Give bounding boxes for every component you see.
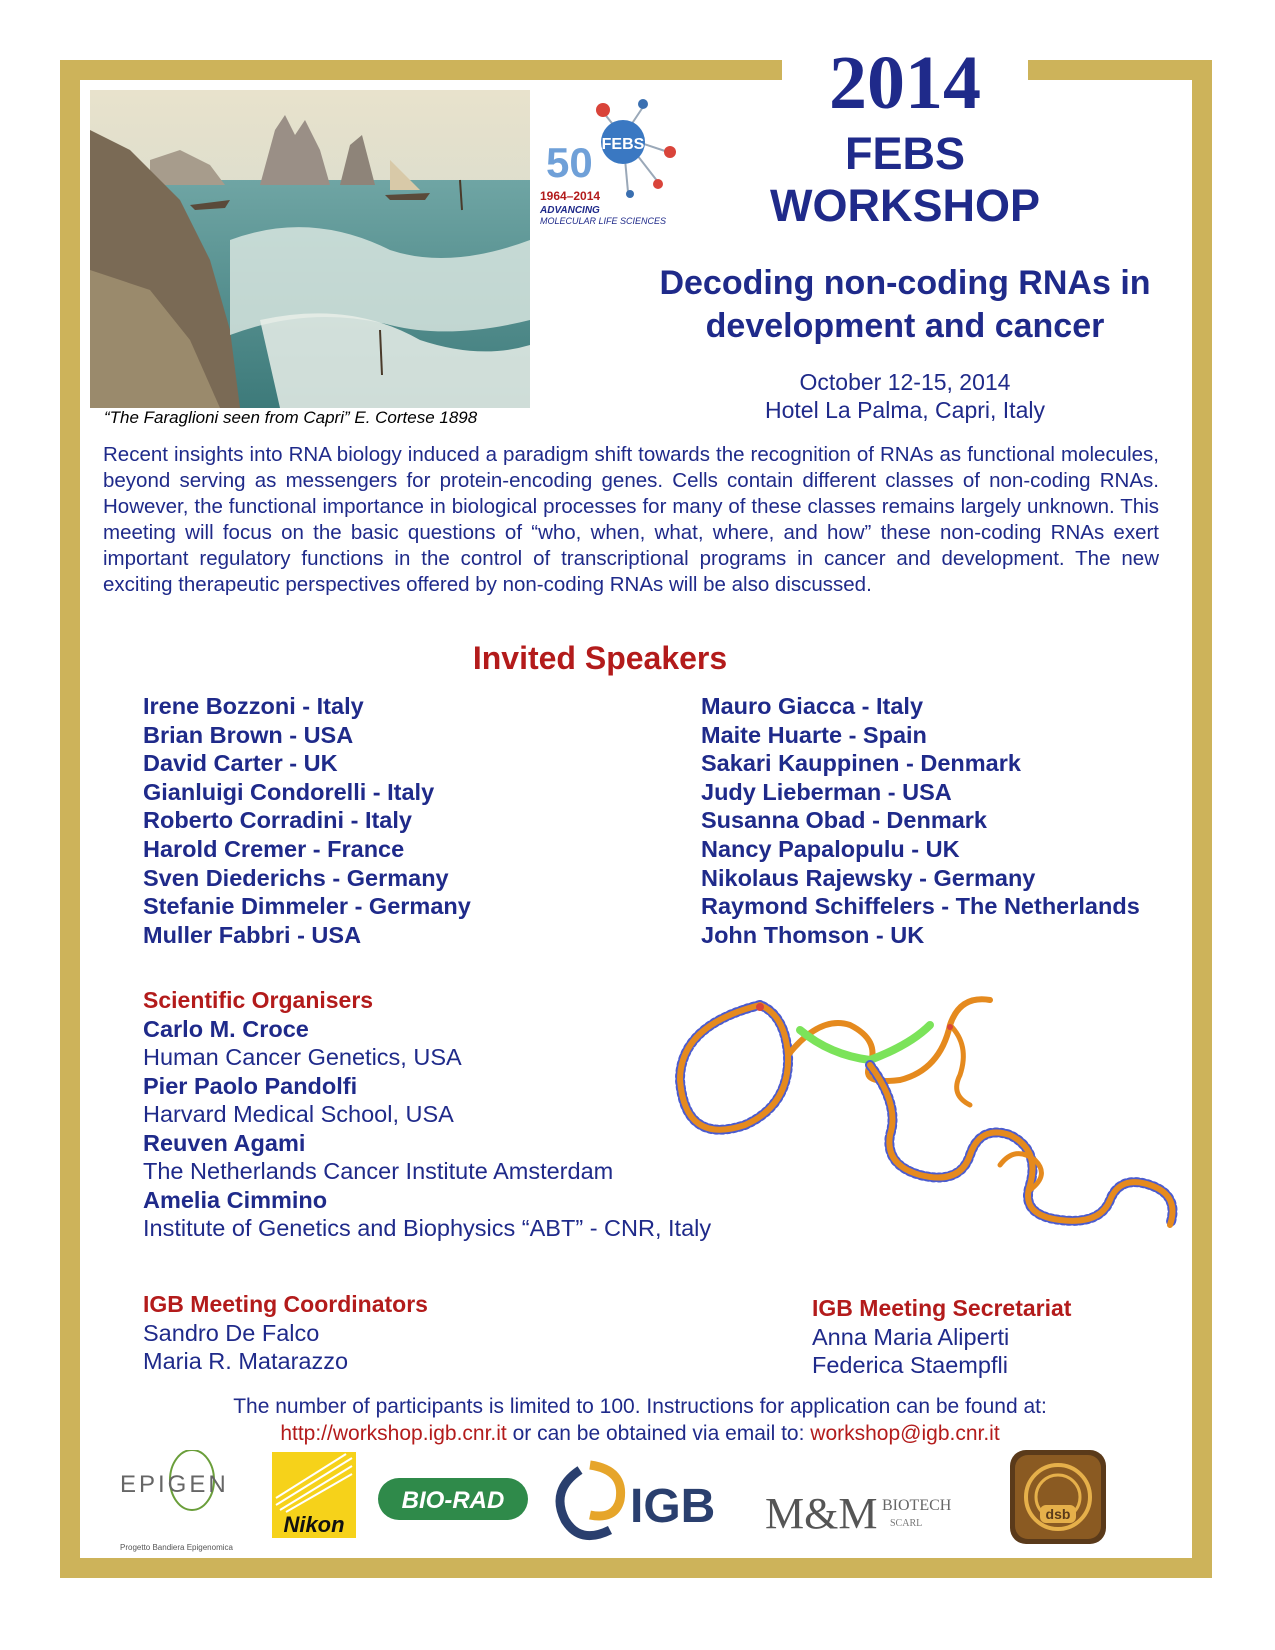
secretariat-name: Anna Maria Aliperti	[812, 1323, 1010, 1350]
speaker-item: Brian Brown - USA	[143, 721, 354, 748]
igb-logo	[560, 1465, 715, 1536]
speaker-item: Raymond Schiffelers - The Netherlands	[701, 893, 1140, 920]
secretariat-section	[812, 1294, 1071, 1380]
event-dates: October 12-15, 2014	[799, 369, 1011, 395]
sponsor-logos	[110, 1450, 1170, 1560]
coordinator-name: Sandro De Falco	[143, 1319, 320, 1346]
speaker-item: Harold Cremer - France	[143, 835, 405, 862]
organiser-name: Carlo M. Croce	[143, 1015, 309, 1042]
coordinators-section	[143, 1290, 428, 1376]
nikon-logo-text: Nikon	[283, 1512, 345, 1537]
organiser-affiliation: Human Cancer Genetics, USA	[143, 1044, 462, 1070]
organisers-heading: Scientific Organisers	[143, 987, 374, 1013]
organisers-section	[143, 986, 711, 1243]
biorad-logo-text: BIO-RAD	[401, 1487, 505, 1514]
workshop-title	[600, 262, 1210, 348]
rna-structure-illustration	[670, 985, 1230, 1255]
workshop-url-link[interactable]: http://workshop.igb.cnr.it	[280, 1422, 507, 1445]
coordinator-name: Maria R. Matarazzo	[143, 1348, 349, 1374]
nikon-logo	[272, 1452, 356, 1538]
dsb-logo-text: dsb	[1045, 1506, 1071, 1522]
speaker-item: Muller Fabbri - USA	[143, 921, 362, 948]
speaker-item: Judy Lieberman - USA	[701, 778, 952, 805]
workshop-title-line2: development and cancer	[705, 307, 1105, 345]
event-details	[700, 368, 1110, 424]
speaker-item: Maite Huarte - Spain	[701, 721, 927, 748]
organiser-affiliation: The Netherlands Cancer Institute Amsterdam	[143, 1158, 614, 1184]
event-name	[740, 128, 1070, 232]
event-name-line2: WORKSHOP	[770, 180, 1040, 231]
speaker-item: Nikolaus Rajewsky - Germany	[701, 864, 1036, 891]
intro-paragraph: Recent insights into RNA biology induced a paradigm shift towards the recognition of RNAs as functional molecules, beyond serving as messengers for protein-encoding genes. Cells contain different classes of non-coding RNAs. However, the functional importance in biological processes for many of these classes remains largely unknown. This meeting will focus on the basic questions of “who, when, what, where, and how” these non-coding RNAs exert important regulatory functions in the control of transcriptional programs in cancer and development. The new exciting therapeutic perspectives offered by non-coding RNAs will be also discussed.	[103, 443, 1159, 596]
febs-50-logo	[538, 92, 688, 232]
epigen-logo-text: EPIGEN	[120, 1471, 229, 1498]
febs-logo-tagline1: ADVANCING	[540, 205, 600, 216]
speaker-item: Mauro Giacca - Italy	[701, 693, 924, 719]
epigen-logo	[120, 1450, 234, 1552]
painting-caption: “The Faraglioni seen from Capri” E. Cortese 1898	[104, 408, 478, 427]
speakers-right-column	[701, 692, 1140, 949]
biorad-logo	[378, 1478, 528, 1520]
speaker-item: Sven Diederichs - Germany	[143, 864, 449, 891]
organiser-affiliation: Harvard Medical School, USA	[143, 1101, 454, 1127]
speaker-item: John Thomson - UK	[701, 921, 925, 948]
mm-logo-scarl: SCARL	[890, 1518, 923, 1529]
mm-logo-biotech: BIOTECH	[882, 1497, 952, 1514]
event-name-line1: FEBS	[844, 128, 965, 179]
participants-note: The number of participants is limited to 100. Instructions for application can be found at:	[233, 1395, 1047, 1418]
workshop-email-link[interactable]: workshop@igb.cnr.it	[810, 1422, 1000, 1445]
application-info	[120, 1393, 1160, 1447]
dsb-logo	[1010, 1450, 1106, 1544]
speaker-item: Roberto Corradini - Italy	[143, 807, 412, 834]
organiser-name: Pier Paolo Pandolfi	[143, 1072, 358, 1099]
speaker-item: David Carter - UK	[143, 750, 338, 777]
capri-painting	[90, 90, 530, 408]
speaker-item: Gianluigi Condorelli - Italy	[143, 778, 435, 805]
speakers-left-column	[143, 692, 471, 949]
contact-connector: or can be obtained via email to:	[506, 1422, 811, 1445]
febs-logo-years: 1964–2014	[540, 189, 601, 203]
speaker-item: Irene Bozzoni - Italy	[143, 693, 364, 719]
speaker-item: Stefanie Dimmeler - Germany	[143, 893, 471, 920]
speaker-item: Susanna Obad - Denmark	[701, 807, 987, 834]
speaker-item: Nancy Papalopulu - UK	[701, 835, 960, 862]
contact-line	[120, 1420, 1160, 1447]
mm-logo-text: M&M	[765, 1489, 878, 1538]
febs-logo-tagline2: MOLECULAR LIFE SCIENCES	[540, 216, 667, 226]
speaker-item: Sakari Kauppinen - Denmark	[701, 750, 1021, 777]
febs-logo-name: FEBS	[601, 136, 645, 153]
epigen-logo-subtitle: Progetto Bandiera Epigenomica	[120, 1543, 233, 1552]
secretariat-name: Federica Staempfli	[812, 1352, 1008, 1378]
organiser-name: Amelia Cimmino	[143, 1186, 328, 1213]
organiser-name: Reuven Agami	[143, 1129, 306, 1156]
event-year: 2014	[829, 41, 981, 125]
speakers-heading: Invited Speakers	[472, 640, 728, 676]
event-venue: Hotel La Palma, Capri, Italy	[765, 397, 1045, 423]
igb-logo-text: IGB	[630, 1480, 716, 1533]
workshop-title-line1: Decoding non-coding RNAs in	[659, 264, 1151, 302]
coordinators-heading: IGB Meeting Coordinators	[143, 1291, 428, 1317]
secretariat-heading: IGB Meeting Secretariat	[812, 1295, 1072, 1321]
febs-logo-number: 50	[546, 139, 593, 186]
organiser-affiliation: Institute of Genetics and Biophysics “ABT” - CNR, Italy	[143, 1215, 712, 1241]
mm-biotech-logo	[765, 1489, 952, 1538]
